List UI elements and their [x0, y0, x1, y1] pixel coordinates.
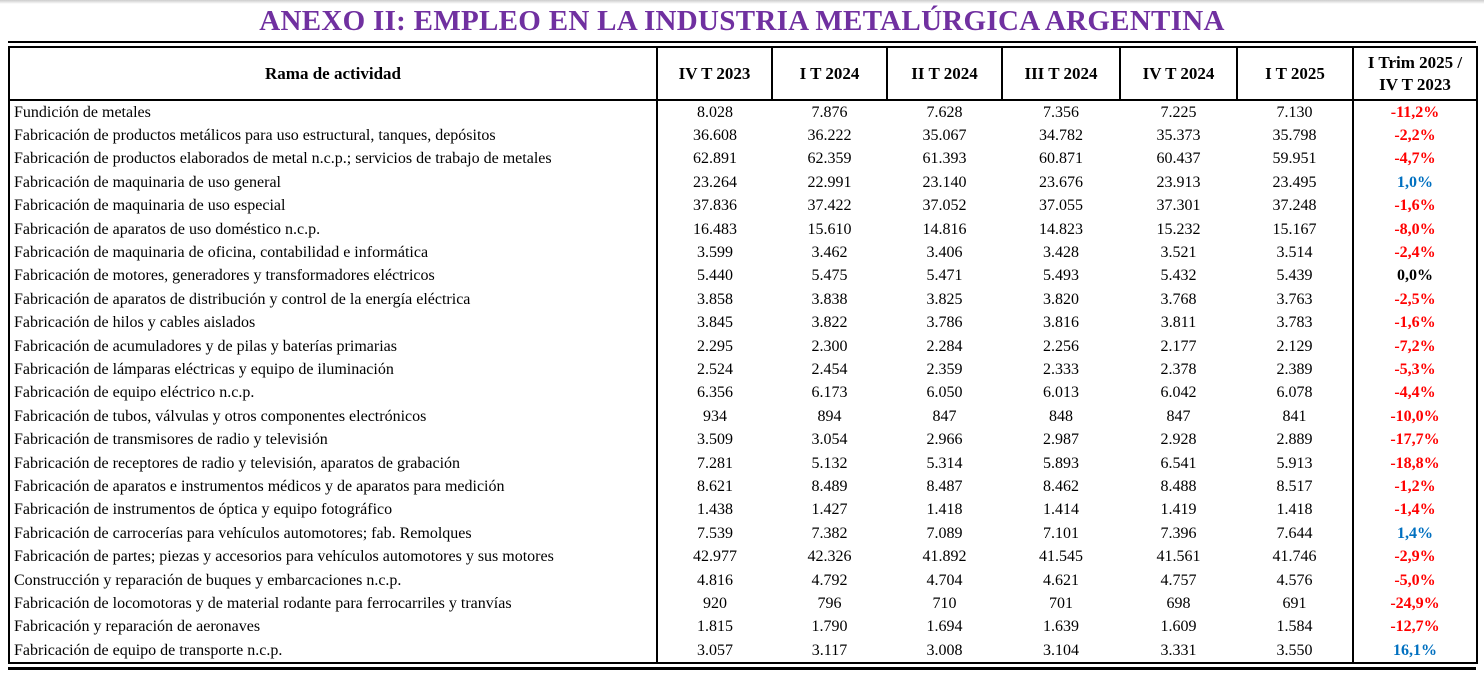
cell-value: 5.314 — [926, 454, 963, 472]
cell-value: 4.792 — [811, 571, 848, 589]
row-label: Fabricación de carrocerías para vehículos automotores; fab. Remolques — [9, 522, 657, 545]
cell-value: 848 — [1049, 407, 1073, 425]
column-header: III T 2024 — [1002, 47, 1120, 100]
row-label: Fabricación de aparatos de uso doméstico n.c.p. — [9, 218, 657, 241]
cell-value: 3.406 — [926, 244, 963, 262]
cell-value: 3.054 — [811, 431, 848, 449]
column-header-rama: Rama de actividad — [9, 47, 657, 100]
cell-variation: -1,6% — [1353, 312, 1477, 335]
column-header: I T 2024 — [772, 47, 887, 100]
row-label: Fabricación de productos elaborados de metal n.c.p.; servicios de trabajo de metales — [9, 148, 657, 171]
table-container — [8, 41, 1476, 670]
row-label: Fundición de metales — [9, 100, 657, 124]
cell-value: 3.858 — [697, 290, 733, 308]
cell-value: 2.987 — [1043, 431, 1079, 449]
cell-value: 8.487 — [926, 477, 963, 495]
table-row — [9, 171, 1477, 194]
cell-value: 7.089 — [926, 524, 963, 542]
cell-value: 35.373 — [1156, 127, 1201, 145]
cell-value: 1.418 — [1276, 501, 1313, 519]
cell-value: 5.132 — [811, 454, 848, 472]
cell-variation: -4,4% — [1353, 382, 1477, 405]
column-header: I T 2025 — [1237, 47, 1353, 100]
cell-value: 4.576 — [1276, 571, 1313, 589]
table-row — [9, 218, 1477, 241]
cell-value: 1.419 — [1160, 501, 1197, 519]
cell-value: 7.382 — [811, 524, 848, 542]
cell-value: 5.475 — [811, 267, 848, 285]
cell-value: 2.177 — [1160, 337, 1197, 355]
table-row — [9, 592, 1477, 615]
cell-value: 1.790 — [811, 618, 848, 636]
cell-value: 7.396 — [1160, 524, 1197, 542]
table-row — [9, 522, 1477, 545]
cell-value: 3.057 — [697, 641, 733, 659]
cell-value: 698 — [1166, 594, 1191, 612]
cell-value: 3.462 — [811, 244, 848, 262]
cell-value: 37.248 — [1272, 197, 1317, 215]
cell-value: 6.356 — [697, 384, 733, 402]
cell-value: 42.977 — [693, 548, 737, 566]
cell-value: 1.609 — [1160, 618, 1197, 636]
table-row — [9, 545, 1477, 568]
column-header: IV T 2024 — [1120, 47, 1237, 100]
table-row — [9, 358, 1477, 381]
row-label: Fabricación de tubos, válvulas y otros componentes electrónicos — [9, 405, 657, 428]
cell-value: 61.393 — [922, 150, 967, 168]
table-row — [9, 288, 1477, 311]
top-rule — [8, 41, 1476, 43]
cell-value: 6.078 — [1276, 384, 1313, 402]
cell-variation: -2,4% — [1353, 241, 1477, 264]
bottom-rule — [8, 667, 1476, 670]
cell-value: 22.991 — [807, 173, 852, 191]
cell-value: 2.333 — [1043, 360, 1079, 378]
cell-value: 701 — [1049, 594, 1073, 612]
cell-value: 5.913 — [1276, 454, 1313, 472]
cell-value: 8.028 — [697, 103, 733, 121]
table-row — [9, 124, 1477, 147]
table-row — [9, 265, 1477, 288]
cell-value: 7.876 — [811, 103, 848, 121]
cell-value: 3.845 — [697, 314, 733, 332]
cell-value: 2.129 — [1276, 337, 1313, 355]
cell-variation: -17,7% — [1353, 428, 1477, 451]
row-label: Fabricación de motores, generadores y transformadores eléctricos — [9, 265, 657, 288]
cell-variation: 16,1% — [1353, 639, 1477, 663]
cell-value: 60.871 — [1039, 150, 1083, 168]
cell-value: 3.514 — [1276, 244, 1313, 262]
employment-table — [8, 46, 1478, 664]
row-label: Fabricación de aparatos de distribución y control de la energía eléctrica — [9, 288, 657, 311]
cell-value: 41.545 — [1039, 548, 1083, 566]
row-label: Fabricación de equipo eléctrico n.c.p. — [9, 382, 657, 405]
cell-value: 1.639 — [1043, 618, 1079, 636]
cell-value: 6.013 — [1043, 384, 1079, 402]
cell-variation: -12,7% — [1353, 616, 1477, 639]
row-label: Fabricación y reparación de aeronaves — [9, 616, 657, 639]
cell-value: 37.055 — [1039, 197, 1083, 215]
cell-value: 2.389 — [1276, 360, 1313, 378]
cell-value: 847 — [1166, 407, 1191, 425]
cell-value: 2.889 — [1276, 431, 1313, 449]
row-label: Fabricación de locomotoras y de material rodante para ferrocarriles y tranvías — [9, 592, 657, 615]
column-header: IV T 2023 — [657, 47, 772, 100]
cell-variation: 1,0% — [1353, 171, 1477, 194]
cell-value: 37.052 — [922, 197, 967, 215]
cell-variation: -8,0% — [1353, 218, 1477, 241]
cell-value: 3.838 — [811, 290, 848, 308]
cell-value: 1.584 — [1276, 618, 1313, 636]
table-row — [9, 405, 1477, 428]
row-label: Fabricación de aparatos e instrumentos médicos y de aparatos para medición — [9, 475, 657, 498]
cell-value: 8.488 — [1160, 477, 1197, 495]
cell-value: 5.440 — [697, 267, 733, 285]
cell-value: 7.539 — [697, 524, 733, 542]
cell-variation: 0,0% — [1353, 265, 1477, 288]
cell-value: 7.281 — [697, 454, 733, 472]
cell-value: 36.608 — [693, 127, 737, 145]
row-label: Fabricación de instrumentos de óptica y equipo fotográfico — [9, 499, 657, 522]
cell-value: 23.913 — [1156, 173, 1201, 191]
cell-value: 42.326 — [807, 548, 852, 566]
cell-value: 920 — [703, 594, 727, 612]
cell-value: 59.951 — [1272, 150, 1317, 168]
cell-value: 3.763 — [1276, 290, 1313, 308]
cell-value: 841 — [1282, 407, 1307, 425]
cell-value: 894 — [817, 407, 842, 425]
cell-value: 8.621 — [697, 477, 733, 495]
row-label: Fabricación de maquinaria de uso especial — [9, 195, 657, 218]
cell-value: 3.822 — [811, 314, 848, 332]
cell-value: 2.378 — [1160, 360, 1197, 378]
cell-value: 4.704 — [926, 571, 963, 589]
cell-value: 3.117 — [811, 641, 848, 659]
cell-value: 2.284 — [926, 337, 963, 355]
column-header: II T 2024 — [887, 47, 1002, 100]
cell-value: 41.561 — [1156, 548, 1201, 566]
cell-value: 8.489 — [811, 477, 848, 495]
cell-value: 2.928 — [1160, 431, 1197, 449]
cell-value: 3.768 — [1160, 290, 1197, 308]
cell-value: 3.783 — [1276, 314, 1313, 332]
table-row — [9, 569, 1477, 592]
cell-variation: -2,5% — [1353, 288, 1477, 311]
cell-value: 6.173 — [811, 384, 848, 402]
cell-value: 934 — [703, 407, 727, 425]
cell-value: 37.836 — [693, 197, 737, 215]
cell-value: 5.432 — [1160, 267, 1197, 285]
table-row — [9, 639, 1477, 663]
table-row — [9, 616, 1477, 639]
cell-value: 37.422 — [807, 197, 852, 215]
cell-value: 7.628 — [926, 103, 963, 121]
cell-value: 14.816 — [922, 220, 967, 238]
cell-value: 1.414 — [1043, 501, 1079, 519]
cell-value: 5.893 — [1043, 454, 1079, 472]
cell-value: 15.610 — [807, 220, 852, 238]
cell-value: 3.428 — [1043, 244, 1079, 262]
cell-variation: -2,2% — [1353, 124, 1477, 147]
row-label: Fabricación de lámparas eléctricas y equipo de iluminación — [9, 358, 657, 381]
cell-value: 62.891 — [693, 150, 737, 168]
table-row — [9, 335, 1477, 358]
cell-value: 16.483 — [693, 220, 737, 238]
cell-value: 847 — [932, 407, 957, 425]
cell-variation: -18,8% — [1353, 452, 1477, 475]
row-label: Fabricación de receptores de radio y televisión, aparatos de grabación — [9, 452, 657, 475]
cell-value: 3.104 — [1043, 641, 1079, 659]
cell-variation: -1,2% — [1353, 475, 1477, 498]
table-header — [9, 47, 1477, 100]
cell-variation: 1,4% — [1353, 522, 1477, 545]
header-row — [9, 47, 1477, 100]
cell-variation: -1,6% — [1353, 195, 1477, 218]
table-row — [9, 499, 1477, 522]
cell-value: 3.509 — [697, 431, 733, 449]
row-label: Fabricación de productos metálicos para uso estructural, tanques, depósitos — [9, 124, 657, 147]
cell-variation: -4,7% — [1353, 148, 1477, 171]
cell-value: 5.471 — [926, 267, 963, 285]
cell-value: 7.644 — [1276, 524, 1313, 542]
row-label: Fabricación de equipo de transporte n.c.p. — [9, 639, 657, 663]
cell-value: 36.222 — [807, 127, 852, 145]
cell-value: 23.495 — [1272, 173, 1317, 191]
table-row — [9, 241, 1477, 264]
cell-value: 2.966 — [926, 431, 963, 449]
cell-value: 2.256 — [1043, 337, 1079, 355]
cell-value: 1.427 — [811, 501, 848, 519]
table-row — [9, 428, 1477, 451]
cell-value: 35.798 — [1272, 127, 1317, 145]
table-body — [9, 100, 1477, 663]
cell-value: 3.786 — [926, 314, 963, 332]
cell-value: 62.359 — [807, 150, 852, 168]
cell-value: 4.816 — [697, 571, 733, 589]
row-label: Construcción y reparación de buques y embarcaciones n.c.p. — [9, 569, 657, 592]
cell-variation: -2,9% — [1353, 545, 1477, 568]
cell-value: 2.300 — [811, 337, 848, 355]
cell-value: 23.676 — [1039, 173, 1083, 191]
cell-value: 41.746 — [1272, 548, 1317, 566]
page-title: ANEXO II: EMPLEO EN LA INDUSTRIA METALÚRGICA ARGENTINA — [259, 5, 1225, 37]
row-label: Fabricación de maquinaria de oficina, contabilidad e informática — [9, 241, 657, 264]
cell-value: 35.067 — [922, 127, 967, 145]
cell-value: 4.621 — [1043, 571, 1079, 589]
cell-variation: -10,0% — [1353, 405, 1477, 428]
table-row — [9, 100, 1477, 124]
table-row — [9, 452, 1477, 475]
cell-value: 5.439 — [1276, 267, 1313, 285]
cell-value: 7.225 — [1160, 103, 1197, 121]
cell-value: 3.825 — [926, 290, 963, 308]
cell-value: 691 — [1282, 594, 1307, 612]
cell-value: 3.550 — [1276, 641, 1313, 659]
cell-value: 7.101 — [1043, 524, 1079, 542]
cell-variation: -5,0% — [1353, 569, 1477, 592]
cell-value: 2.295 — [697, 337, 733, 355]
cell-value: 15.232 — [1156, 220, 1201, 238]
table-row — [9, 195, 1477, 218]
table-row — [9, 475, 1477, 498]
cell-variation: -7,2% — [1353, 335, 1477, 358]
cell-value: 3.811 — [1160, 314, 1197, 332]
column-header: I Trim 2025 / IV T 2023 — [1353, 47, 1477, 100]
cell-value: 4.757 — [1160, 571, 1197, 589]
cell-value: 34.782 — [1039, 127, 1083, 145]
cell-variation: -5,3% — [1353, 358, 1477, 381]
table-row — [9, 312, 1477, 335]
cell-value: 41.892 — [922, 548, 967, 566]
cell-value: 3.599 — [697, 244, 733, 262]
cell-value: 6.050 — [926, 384, 963, 402]
cell-value: 3.521 — [1160, 244, 1197, 262]
cell-value: 23.140 — [922, 173, 967, 191]
cell-value: 6.541 — [1160, 454, 1197, 472]
cell-value: 1.815 — [697, 618, 733, 636]
cell-value: 3.820 — [1043, 290, 1079, 308]
cell-value: 5.493 — [1043, 267, 1079, 285]
cell-value: 796 — [817, 594, 842, 612]
top-edge-shade — [0, 0, 1484, 4]
cell-value: 6.042 — [1160, 384, 1197, 402]
cell-variation: -11,2% — [1353, 100, 1477, 124]
row-label: Fabricación de maquinaria de uso general — [9, 171, 657, 194]
cell-value: 1.438 — [697, 501, 733, 519]
cell-variation: -1,4% — [1353, 499, 1477, 522]
row-label: Fabricación de transmisores de radio y televisión — [9, 428, 657, 451]
row-label: Fabricación de acumuladores y de pilas y baterías primarias — [9, 335, 657, 358]
cell-value: 37.301 — [1156, 197, 1201, 215]
cell-value: 2.454 — [811, 360, 848, 378]
cell-value: 14.823 — [1039, 220, 1083, 238]
cell-value: 1.694 — [926, 618, 963, 636]
cell-value: 60.437 — [1156, 150, 1201, 168]
row-label: Fabricación de hilos y cables aislados — [9, 312, 657, 335]
cell-value: 3.816 — [1043, 314, 1079, 332]
cell-value: 8.462 — [1043, 477, 1079, 495]
cell-value: 2.524 — [697, 360, 733, 378]
cell-variation: -24,9% — [1353, 592, 1477, 615]
cell-value: 8.517 — [1276, 477, 1313, 495]
cell-value: 7.356 — [1043, 103, 1079, 121]
cell-value: 15.167 — [1272, 220, 1317, 238]
table-row — [9, 382, 1477, 405]
cell-value: 3.008 — [926, 641, 963, 659]
row-label: Fabricación de partes; piezas y accesorios para vehículos automotores y sus motores — [9, 545, 657, 568]
cell-value: 2.359 — [926, 360, 963, 378]
cell-value: 3.331 — [1160, 641, 1197, 659]
cell-value: 1.418 — [926, 501, 963, 519]
table-row — [9, 148, 1477, 171]
cell-value: 7.130 — [1276, 103, 1313, 121]
cell-value: 710 — [932, 594, 957, 612]
cell-value: 23.264 — [693, 173, 737, 191]
